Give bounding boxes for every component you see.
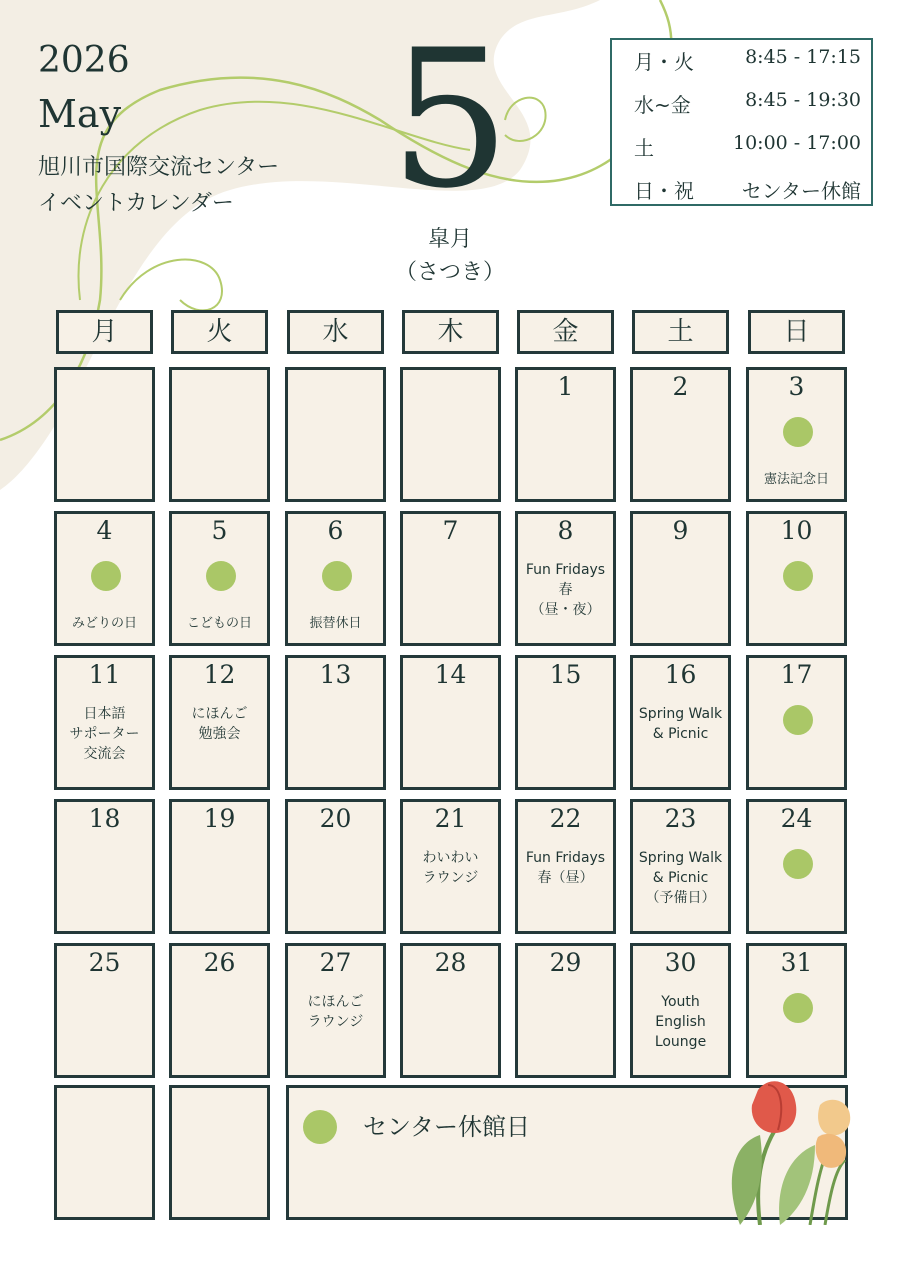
year: 2026	[38, 40, 130, 81]
holiday-label: 振替休日	[309, 616, 362, 631]
day-number: 26	[203, 948, 236, 977]
weekday-header-cell: 水	[287, 310, 384, 354]
event-line: English	[655, 1014, 706, 1030]
day-cell[interactable]	[515, 367, 616, 502]
day-cell[interactable]	[400, 511, 501, 646]
day-number: 20	[319, 804, 352, 833]
day-cell[interactable]	[169, 1085, 270, 1220]
event-line: & Picnic	[652, 726, 709, 742]
day-cell[interactable]	[746, 943, 847, 1078]
day-cell[interactable]	[400, 943, 501, 1078]
day-cell[interactable]	[630, 799, 731, 934]
opening-hours-box	[610, 38, 873, 206]
day-cell[interactable]	[169, 943, 270, 1078]
weekday-header-cell: 土	[632, 310, 729, 354]
hours-row	[612, 132, 875, 162]
day-number: 10	[780, 516, 813, 545]
day-cell[interactable]	[54, 511, 155, 646]
calendar-title-line1: 旭川市国際交流センター	[38, 155, 280, 180]
tulip-icon	[720, 1075, 860, 1225]
day-number: 4	[96, 516, 113, 545]
closed-day-dot	[303, 1110, 337, 1144]
event-line: Lounge	[654, 1034, 707, 1050]
closed-day-dot	[91, 561, 121, 591]
day-cell[interactable]	[285, 511, 386, 646]
day-number: 3	[788, 372, 805, 401]
event-line: Youth	[661, 994, 700, 1010]
event-line: わいわい	[422, 850, 479, 866]
day-cell[interactable]	[400, 799, 501, 934]
day-cell[interactable]	[169, 799, 270, 934]
weekday-header-cell: 火	[171, 310, 268, 354]
day-number: 13	[319, 660, 352, 689]
closed-day-dot	[783, 849, 813, 879]
event-line: にほんご	[191, 706, 248, 722]
holiday-label: こどもの日	[186, 616, 252, 631]
hours-day: 土	[634, 136, 654, 160]
day-number: 14	[434, 660, 467, 689]
day-cell[interactable]	[285, 943, 386, 1078]
day-number: 2	[672, 372, 689, 401]
day-cell[interactable]	[54, 367, 155, 502]
day-cell[interactable]	[515, 799, 616, 934]
day-cell[interactable]	[285, 799, 386, 934]
event-line: サポーター	[69, 726, 140, 742]
day-cell[interactable]	[515, 655, 616, 790]
day-number: 30	[664, 948, 697, 977]
day-number: 19	[203, 804, 236, 833]
event-text	[172, 704, 267, 744]
hours-row	[612, 175, 875, 205]
closed-day-dot	[783, 561, 813, 591]
event-line: Fun Fridays	[525, 562, 606, 578]
day-number: 16	[664, 660, 697, 689]
day-cell[interactable]	[285, 655, 386, 790]
day-cell[interactable]	[746, 367, 847, 502]
day-cell[interactable]	[515, 943, 616, 1078]
day-number: 8	[557, 516, 574, 545]
event-line: ラウンジ	[422, 870, 479, 886]
hours-time: 8:45 - 19:30	[745, 89, 861, 111]
day-cell[interactable]	[630, 655, 731, 790]
closed-day-dot	[206, 561, 236, 591]
closed-day-dot	[322, 561, 352, 591]
event-line: 春（昼）	[537, 870, 594, 886]
day-cell[interactable]	[285, 367, 386, 502]
event-text	[288, 992, 383, 1032]
day-cell[interactable]	[746, 799, 847, 934]
day-cell[interactable]	[169, 655, 270, 790]
day-number: 7	[442, 516, 459, 545]
event-text	[633, 848, 728, 908]
event-line: 交流会	[83, 746, 126, 762]
event-line: 春	[558, 582, 573, 598]
day-cell[interactable]	[169, 511, 270, 646]
weekday-header-cell: 日	[748, 310, 845, 354]
hours-row	[612, 89, 875, 119]
weekday-header-cell: 木	[402, 310, 499, 354]
hours-time: 10:00 - 17:00	[732, 132, 861, 154]
day-number: 15	[549, 660, 582, 689]
day-number: 22	[549, 804, 582, 833]
closed-day-dot	[783, 417, 813, 447]
day-cell[interactable]	[630, 943, 731, 1078]
day-number: 5	[211, 516, 228, 545]
day-cell[interactable]	[746, 511, 847, 646]
event-text	[518, 560, 613, 620]
closed-day-dot	[783, 993, 813, 1023]
weekday-header-cell: 金	[517, 310, 614, 354]
day-number: 25	[88, 948, 121, 977]
legend-label: センター休館日	[363, 1113, 531, 1141]
event-line: （昼・夜）	[530, 602, 601, 618]
month-kanji: 皐月	[427, 227, 472, 252]
day-cell[interactable]	[54, 799, 155, 934]
event-line: Spring Walk	[638, 706, 723, 722]
calendar-title-line2: イベントカレンダー	[38, 191, 234, 216]
event-text	[403, 848, 498, 888]
hours-day: 水~金	[634, 93, 691, 117]
event-text	[633, 992, 728, 1052]
event-line: ラウンジ	[307, 1014, 364, 1030]
day-number: 1	[557, 372, 574, 401]
hours-row	[612, 46, 875, 76]
event-line: にほんご	[307, 994, 364, 1010]
day-number: 31	[780, 948, 813, 977]
day-cell[interactable]	[515, 511, 616, 646]
month-number: 5	[389, 9, 511, 230]
event-line: 日本語	[83, 706, 126, 722]
event-text	[633, 704, 728, 744]
day-number: 12	[203, 660, 236, 689]
day-number: 6	[327, 516, 344, 545]
day-cell[interactable]	[54, 655, 155, 790]
day-number: 17	[780, 660, 813, 689]
day-cell[interactable]	[400, 655, 501, 790]
closed-day-dot	[783, 705, 813, 735]
day-cell[interactable]	[400, 367, 501, 502]
event-line: （予備日）	[645, 890, 716, 906]
hours-day: 月・火	[634, 50, 694, 74]
event-text	[57, 704, 152, 764]
event-line: Fun Fridays	[525, 850, 606, 866]
hours-time: センター休館	[741, 179, 861, 203]
day-number: 18	[88, 804, 121, 833]
day-cell[interactable]	[169, 367, 270, 502]
event-line: & Picnic	[652, 870, 709, 886]
day-cell[interactable]	[54, 943, 155, 1078]
event-text	[518, 848, 613, 888]
event-line: Spring Walk	[638, 850, 723, 866]
day-number: 28	[434, 948, 467, 977]
day-number: 27	[319, 948, 352, 977]
day-number: 29	[549, 948, 582, 977]
day-cell[interactable]	[746, 655, 847, 790]
hours-day: 日・祝	[634, 179, 694, 203]
event-line: 勉強会	[198, 726, 241, 742]
weekday-header-cell: 月	[56, 310, 153, 354]
day-number: 9	[672, 516, 689, 545]
hours-time: 8:45 - 17:15	[745, 46, 861, 68]
day-number: 24	[780, 804, 813, 833]
day-number: 23	[664, 804, 697, 833]
day-number: 11	[88, 660, 121, 689]
month-reading: （さつき）	[394, 260, 505, 285]
day-cell[interactable]	[630, 367, 731, 502]
day-number: 21	[434, 804, 467, 833]
day-cell[interactable]	[54, 1085, 155, 1220]
day-cell[interactable]	[630, 511, 731, 646]
holiday-label: みどりの日	[71, 616, 137, 631]
month-english: May	[38, 92, 122, 136]
holiday-label: 憲法記念日	[763, 472, 829, 487]
